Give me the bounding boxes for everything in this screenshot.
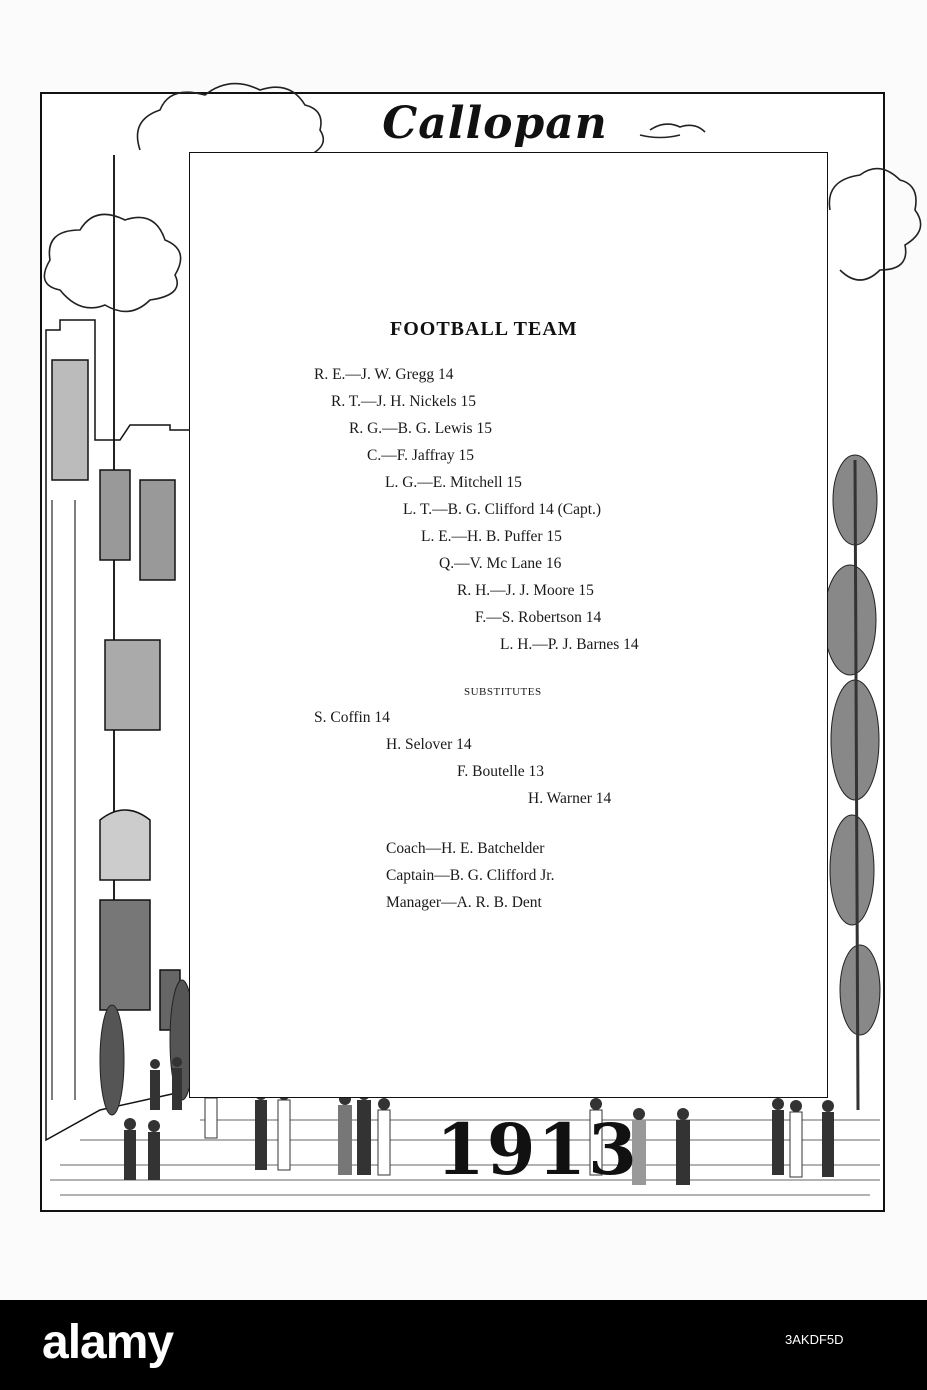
roster-line: L. E.—H. B. Puffer 15 — [421, 528, 562, 545]
staff-line: Coach—H. E. Batchelder — [386, 840, 545, 857]
roster-line: Q.—V. Mc Lane 16 — [439, 555, 562, 572]
roster-line: L. H.—P. J. Barnes 14 — [500, 636, 639, 653]
roster-line: C.—F. Jaffray 15 — [367, 447, 474, 464]
roster-line: L. T.—B. G. Clifford 14 (Capt.) — [403, 501, 602, 518]
year-label: 1913 — [436, 1108, 639, 1191]
roster-line: R. H.—J. J. Moore 15 — [457, 582, 594, 599]
substitute-line: S. Coffin 14 — [314, 709, 390, 726]
roster-line: R. E.—J. W. Gregg 14 — [314, 366, 454, 383]
staff-line: Manager—A. R. B. Dent — [386, 894, 542, 911]
roster-line: R. T.—J. H. Nickels 15 — [331, 393, 476, 410]
substitute-line: H. Warner 14 — [528, 790, 612, 807]
substitute-line: F. Boutelle 13 — [457, 763, 545, 780]
roster-line: F.—S. Robertson 14 — [475, 609, 602, 626]
staff-line: Captain—B. G. Clifford Jr. — [386, 867, 555, 884]
watermark-logo: alamy — [42, 1316, 174, 1369]
tree-illustration — [824, 455, 880, 1110]
substitute-line: H. Selover 14 — [386, 736, 472, 753]
roster-line: L. G.—E. Mitchell 15 — [385, 474, 522, 491]
page-title: Callopan — [382, 98, 608, 149]
watermark-image-code: 3AKDF5D — [785, 1332, 844, 1347]
roster-line: R. G.—B. G. Lewis 15 — [349, 420, 492, 437]
substitutes-heading: SUBSTITUTES — [464, 686, 542, 698]
roster-heading: FOOTBALL TEAM — [390, 318, 578, 340]
